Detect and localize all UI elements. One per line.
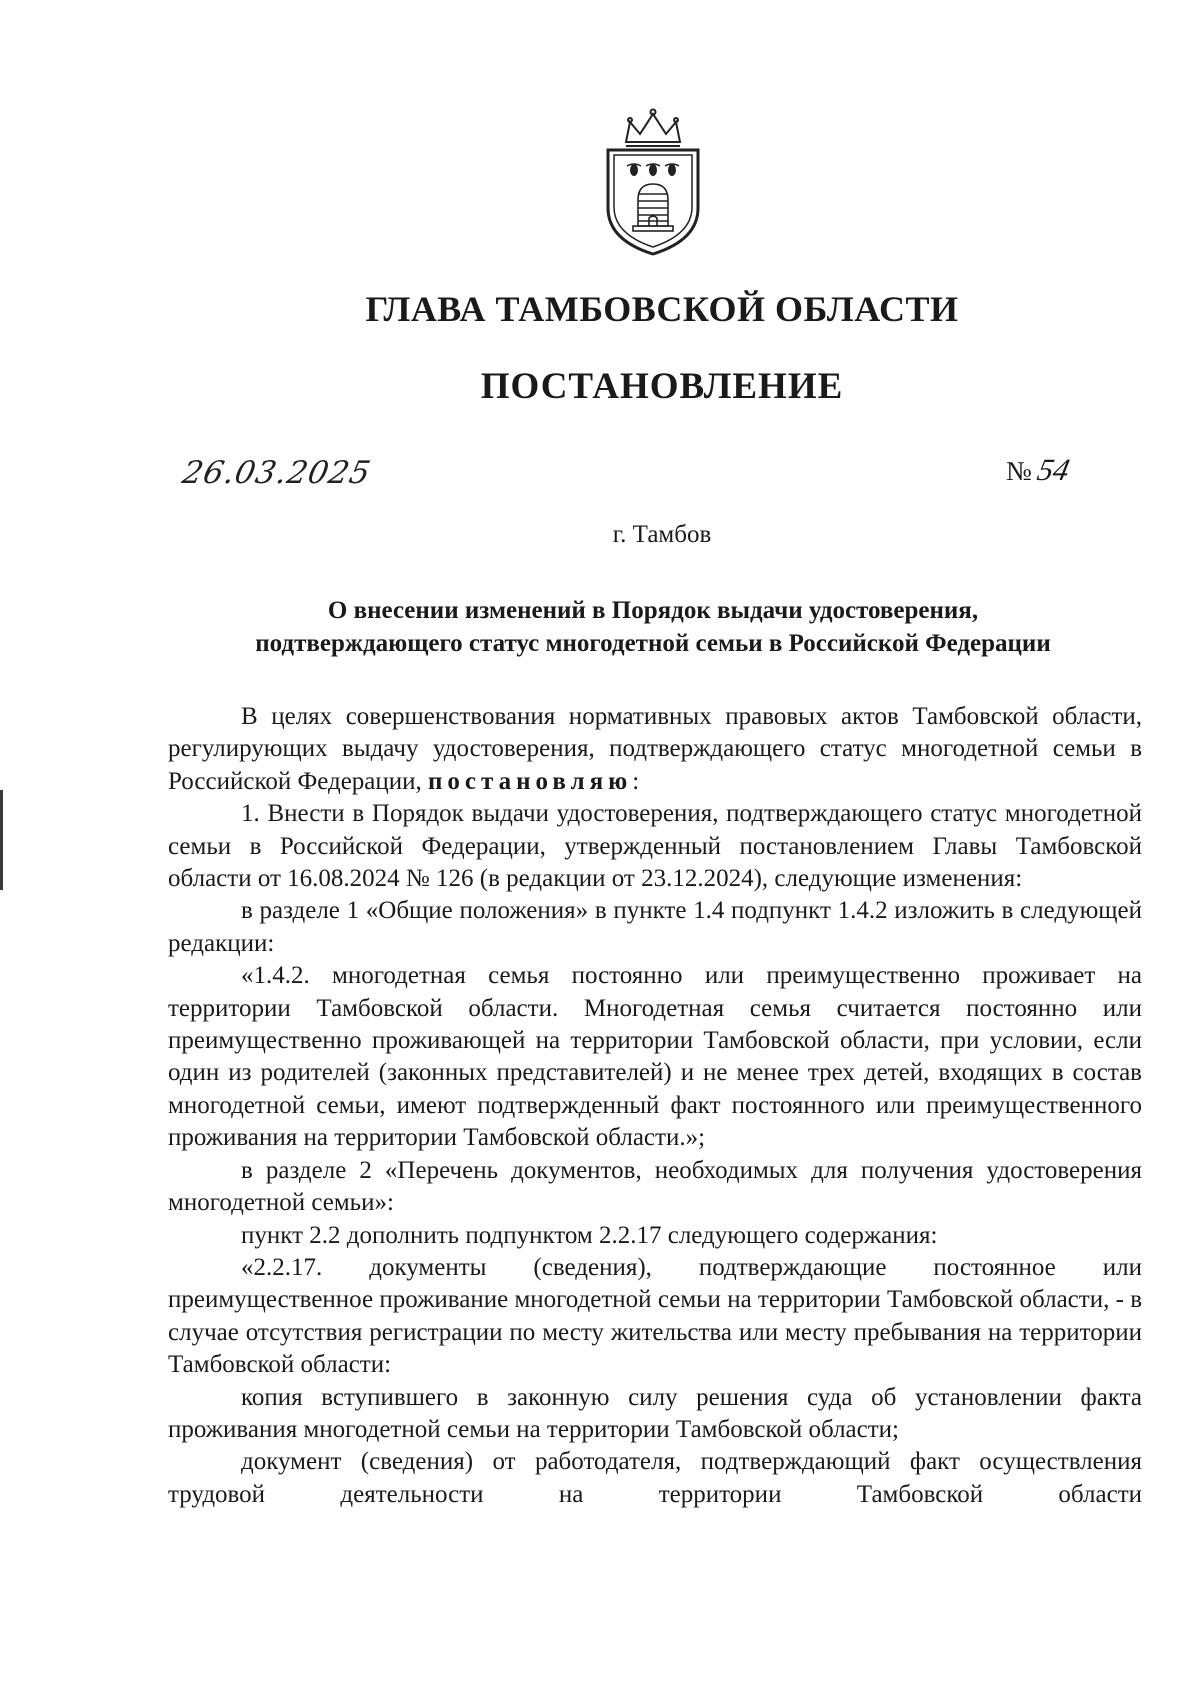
subject-line-2: подтверждающего статус многодетной семьи в Российской Федерации [255, 630, 1051, 657]
paragraph-item-1: 1. Внести в Порядок выдачи удостоверения, подтверждающего статус многодетной семьи в Российской Федерации, утвержденный постановлением Главы Тамбовской области от 16.08.2024 № 126 (в редакции от 23.12.2024), следующие изменения: [168, 800, 1142, 893]
paragraph-section-1-change: в разделе 1 «Общие положения» в пункте 1.4 подпункт 1.4.2 изложить в следующей редакции: [168, 897, 1142, 957]
document-body [168, 701, 1142, 1511]
scan-margin-mark [0, 790, 3, 890]
paragraph-employer-document: документ (сведения) от работодателя, подтверждающий факт осуществления трудовой деятельности на территории Тамбовской области [168, 1448, 1142, 1508]
resolve-keyword: постановляю [428, 767, 633, 795]
issuing-authority: ГЛАВА ТАМБОВСКОЙ ОБЛАСТИ [365, 289, 959, 329]
paragraph-1-4-2: «1.4.2. многодетная семья постоянно или преимущественно проживает на территории Тамбовской области. Многодетная семья считается постоянно или преимущественно проживающей на территории Тамбовской области, при условии, если один из родителей (законных представителей) и не менее трех детей, входящих в состав многодетной семьи, имеют подтвержденный факт постоянного или преимущественного проживания на территории Тамбовской области.»; [168, 962, 1142, 1152]
city-of-issue: г. Тамбов [612, 521, 712, 548]
paragraph-preamble [168, 701, 1142, 798]
paragraph-court-decision: копия вступившего в законную силу решения суда об установлении факта проживания многодетной семьи на территории Тамбовской области; [168, 1383, 1142, 1443]
document-type-title: ПОСТАНОВЛЕНИЕ [480, 366, 844, 407]
paragraph-2-2-addition: пункт 2.2 дополнить подпунктом 2.2.17 следующего содержания: [241, 1221, 938, 1249]
document-number [1006, 452, 1073, 488]
document-subject [168, 594, 1138, 660]
handwritten-number: 54 [1034, 452, 1073, 487]
handwritten-date: 26.03.2025 [179, 455, 375, 491]
paragraph-section-2-change: в разделе 2 «Перечень документов, необходимых для получения удостоверения многодетной семьи»: [168, 1156, 1142, 1217]
number-sign: № [1006, 456, 1032, 486]
preamble-end: : [632, 767, 640, 795]
preamble-text: В целях совершенствования нормативных правовых актов Тамбовской области, регулирующих выдачу удостоверения, подтверждающего статус многодетной семьи в Российской Федерации, [168, 703, 1142, 795]
subject-line-1: О внесении изменений в Порядок выдачи удостоверения, [327, 597, 979, 624]
paragraph-2-2-17: «2.2.17. документы (сведения), подтверждающие постоянное или преимущественное проживание многодетной семьи на территории Тамбовской области, - в случае отсутствия регистрации по месту жительства или месту пребывания на территории Тамбовской области: [168, 1253, 1142, 1379]
tambov-coat-of-arms-icon [596, 108, 710, 258]
